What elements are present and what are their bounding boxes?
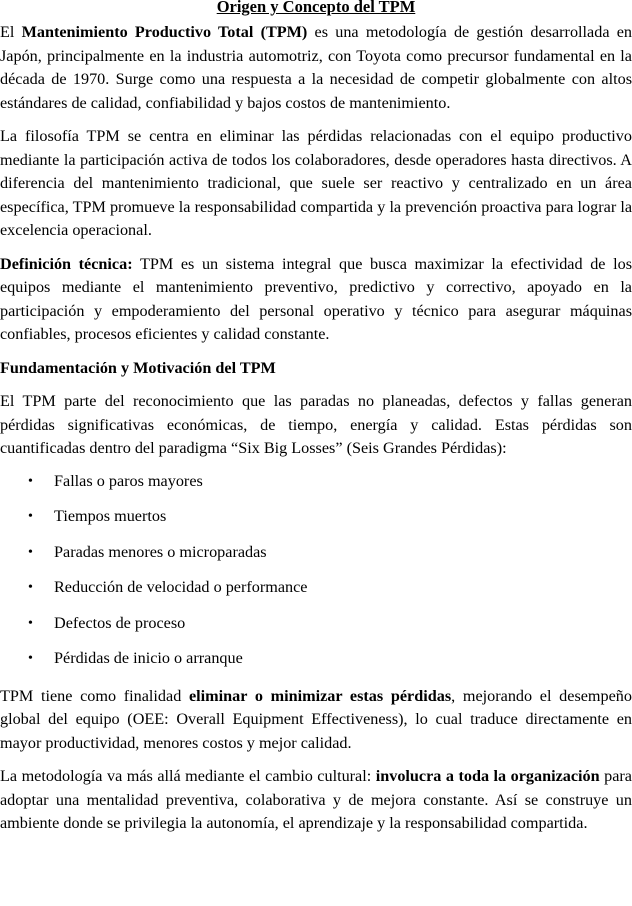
- losses-list: [0, 470, 632, 683]
- culture-bold-phrase: involucra a toda la organización: [375, 767, 600, 785]
- goal-post: , mejorando el desempeño global del equipo (OEE: Overall Equipment Effectiveness), lo cual traduce directamente en mayor productividad, menores costos y mejor calidad.: [0, 686, 632, 752]
- list-item: [0, 505, 632, 541]
- definition-text: TPM es un sistema integral que busca maximizar la efectividad de los equipos mediante el mantenimiento preventivo, predictivo y correctivo, apoyado en la participación y empoderamiento del personal operativo y técnico para asegurar máquinas confiables, procesos eficientes y calidad constante.: [0, 254, 632, 343]
- list-item: [0, 470, 632, 506]
- culture-paragraph: [0, 765, 632, 836]
- bullet-icon: •: [28, 651, 33, 666]
- goal-paragraph: [0, 685, 632, 756]
- document-title: Origen y Concepto del TPM: [216, 0, 416, 16]
- list-item: [0, 647, 632, 683]
- section-heading: Fundamentación y Motivación del TPM: [0, 358, 276, 377]
- intro-post: es una metodología de gestión desarrollada en Japón, principalmente en la industria automotriz, con Toyota como precursor fundamental en la década de 1970. Surge como una respuesta a la necesidad de competir globalmente con altos estándares de calidad, confiabilidad y bajos costos de mantenimiento.: [0, 23, 632, 112]
- philosophy-paragraph: La filosofía TPM se centra en eliminar las pérdidas relacionadas con el equipo productivo mediante la participación activa de todos los colaboradores, desde operadores hasta directivos. A diferencia del mantenimiento tradicional, que suele ser reactivo y centralizado en un área específica, TPM promueve la responsabilidad compartida y la prevención proactiva para lograr la excelencia operacional.: [0, 127, 632, 239]
- list-item-text: Tiempos muertos: [54, 507, 167, 525]
- culture-post: para adoptar una mentalidad preventiva, colaborativa y de mejora constante. Así se construye un ambiente donde se privilegia la autonomía, el aprendizaje y la responsabilidad compartida.: [0, 767, 632, 832]
- goal-pre: TPM tiene como finalidad: [0, 686, 189, 705]
- culture-pre: La metodología va más allá mediante el cambio cultural:: [0, 767, 376, 785]
- intro-paragraph: [0, 21, 632, 115]
- bullet-icon: •: [28, 509, 33, 524]
- bullet-icon: •: [28, 615, 33, 631]
- losses-intro-paragraph: El TPM parte del reconocimiento que las paradas no planeadas, defectos y fallas generan pérdidas significativas económicas, de tiempo, energía y calidad. Estas pérdidas son cuantificadas dentro del paradigma “Six Big Losses” (Seis Grandes Pérdidas):: [0, 392, 632, 457]
- definition-label: Definición técnica:: [0, 254, 133, 273]
- list-item: [0, 612, 632, 648]
- list-item-text: Reducción de velocidad o performance: [54, 578, 308, 596]
- list-item-text: Paradas menores o microparadas: [54, 542, 267, 561]
- bullet-icon: •: [28, 580, 33, 595]
- intro-pre: El: [0, 23, 22, 41]
- list-item-text: Pérdidas de inicio o arranque: [54, 649, 243, 667]
- bullet-icon: •: [28, 473, 33, 489]
- bullet-icon: •: [28, 544, 33, 560]
- list-item: [0, 541, 632, 577]
- definition-paragraph: [0, 253, 632, 347]
- list-item-text: Defectos de proceso: [54, 613, 186, 632]
- list-item: [0, 576, 632, 612]
- intro-bold-term: Mantenimiento Productivo Total (TPM): [21, 23, 308, 41]
- goal-bold-phrase: eliminar o minimizar estas pérdidas: [188, 686, 452, 705]
- list-item-text: Fallas o paros mayores: [54, 471, 203, 490]
